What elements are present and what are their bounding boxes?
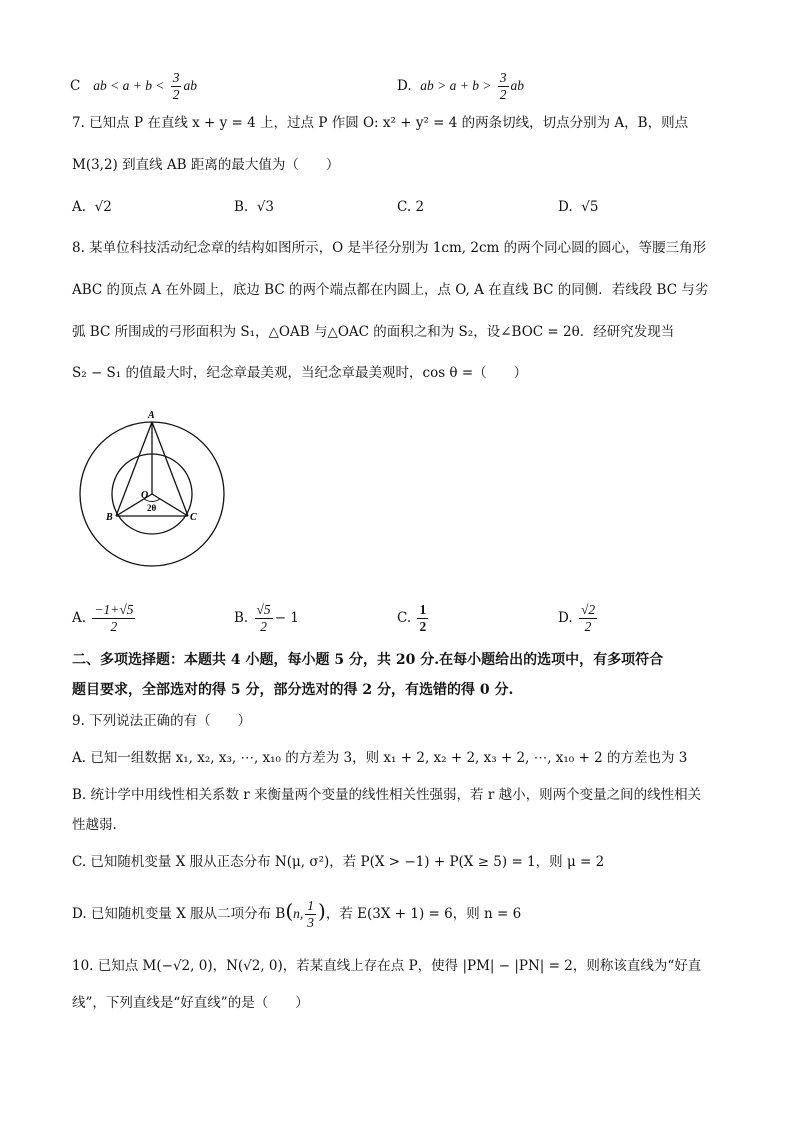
frac-num: −1+√5 — [94, 602, 134, 617]
q8-stem-line2: ABC 的顶点 A 在外圆上，底边 BC 的两个端点都在内圆上，点 O, A 在直线 BC 的同侧．若线段 BC 与劣 — [72, 282, 709, 298]
q9-option-a: A. 已知一组数据 x₁, x₂, x₃, ⋯, x₁₀ 的方差为 3，则 x₁ + 2, x₂ + 2, x₃ + 2, ⋯, x₁₀ + 2 的方差也为 3 — [72, 750, 688, 766]
option-label: D. — [558, 610, 573, 626]
fraction — [255, 602, 273, 635]
segment-oc — [152, 494, 188, 516]
concentric-circles-diagram — [78, 408, 238, 568]
q8-option-d — [558, 600, 599, 636]
q9-option-b-line2: 性越弱. — [72, 817, 117, 833]
frac-num: 1 — [419, 602, 427, 617]
label-o: O — [141, 490, 149, 501]
q8-option-a — [72, 600, 137, 636]
option-label: C — [70, 78, 81, 94]
q8-option-b — [234, 600, 299, 636]
q8-option-c — [397, 600, 430, 636]
frac-den: 2 — [499, 87, 507, 102]
option-label: C. — [397, 610, 412, 626]
fraction — [498, 70, 509, 103]
q9-option-b-line1: B. 统计学中用线性相关系数 r 来衡量两个变量的线性相关性强弱，若 r 越小，则两个变量之间的线性相关 — [72, 787, 702, 803]
q10-stem-line1: 10. 已知点 M(−√2, 0)，N(√2, 0)，若某直线上存在点 P，使得 |PM| − |PN| = 2，则称该直线为“好直 — [72, 958, 702, 974]
section2-heading-line1: 二、多项选择题：本题共 4 小题，每小题 5 分，共 20 分.在每小题给出的选项中，有多项符合 — [72, 652, 664, 668]
frac-num: √2 — [580, 602, 596, 617]
option-value: √5 — [581, 199, 599, 215]
fraction — [305, 898, 316, 931]
q7-stem-line1: 7. 已知点 P 在直线 x + y = 4 上，过点 P 作圆 O: x² + y² = 4 的两条切线，切点分别为 A，B，则点 — [72, 115, 689, 131]
right-paren: ) — [318, 899, 326, 923]
option-value: 2 — [415, 199, 425, 215]
option-tail: ab — [183, 78, 197, 93]
option-label: C. — [397, 199, 412, 215]
option-expr: ab > a + b > — [420, 78, 492, 93]
frac-den: 2 — [172, 87, 180, 102]
option-label: B. — [234, 610, 249, 626]
q9-stem: 9. 下列说法正确的有（ ） — [72, 713, 252, 729]
option-value: √2 — [94, 199, 112, 215]
medal-figure — [78, 408, 238, 572]
fraction — [417, 602, 428, 635]
option-label: B. — [234, 199, 249, 215]
q8-stem-line1: 8. 某单位科技活动纪念章的结构如图所示，O 是半径分别为 1cm, 2cm 的两个同心圆的圆心，等腰三角形 — [72, 240, 707, 256]
q8-stem-line4: S₂ − S₁ 的值最大时，纪念章最美观，当纪念章最美观时，cos θ =（ ） — [72, 365, 528, 381]
option-tail: ab — [510, 78, 524, 93]
fraction — [579, 602, 597, 635]
option-label: D. — [558, 199, 573, 215]
fraction — [92, 602, 135, 635]
frac-den: 2 — [584, 619, 592, 634]
q6-option-d — [397, 70, 524, 103]
label-b: B — [106, 512, 113, 523]
q7-option-a — [72, 197, 112, 217]
option-text-tail: ，若 E(3X + 1) = 6，则 n = 6 — [325, 906, 522, 922]
label-angle: 2θ — [147, 503, 157, 513]
frac-den: 2 — [419, 619, 427, 634]
option-tail: − 1 — [274, 610, 299, 626]
frac-num: 3 — [172, 70, 180, 85]
left-paren: ( — [285, 899, 294, 923]
frac-num: √5 — [256, 602, 271, 617]
frac-den: 2 — [110, 619, 118, 634]
option-label: D. — [397, 78, 412, 94]
option-text: D. 已知随机变量 X 服从二项分布 B — [72, 906, 286, 922]
option-label: A. — [72, 199, 87, 215]
option-label: A. — [72, 610, 87, 626]
section2-heading-line2: 题目要求，全部选对的得 5 分，部分选对的得 2 分，有选错的得 0 分. — [72, 682, 514, 698]
option-value: √3 — [256, 199, 275, 215]
q10-stem-line2: 线”，下列直线是“好直线”的是（ ） — [72, 995, 309, 1011]
label-c: C — [190, 512, 197, 523]
fraction — [171, 70, 182, 103]
q6-option-c — [70, 70, 197, 103]
frac-den: 2 — [260, 619, 267, 634]
q7-option-d — [558, 197, 598, 217]
label-a: A — [148, 410, 155, 421]
q7-stem-line2: M(3,2) 到直线 AB 距离的最大值为（ ） — [72, 157, 340, 173]
q9-option-c: C. 已知随机变量 X 服从正态分布 N(μ, σ²)，若 P(X > −1) + P(X ≥ 5) = 1，则 μ = 2 — [72, 854, 605, 870]
q7-option-c — [397, 197, 424, 217]
option-expr: ab < a + b < — [93, 78, 165, 93]
q9-option-d — [72, 893, 521, 932]
param-n: n, — [293, 906, 304, 921]
frac-num: 3 — [499, 70, 507, 85]
q8-stem-line3: 弧 BC 所围成的弓形面积为 S₁，△OAB 与△OAC 的面积之和为 S₂，设∠BOC = 2θ．经研究发现当 — [72, 324, 675, 340]
q7-option-b — [234, 197, 274, 217]
frac-num: 1 — [307, 898, 315, 913]
frac-den: 3 — [307, 915, 315, 930]
